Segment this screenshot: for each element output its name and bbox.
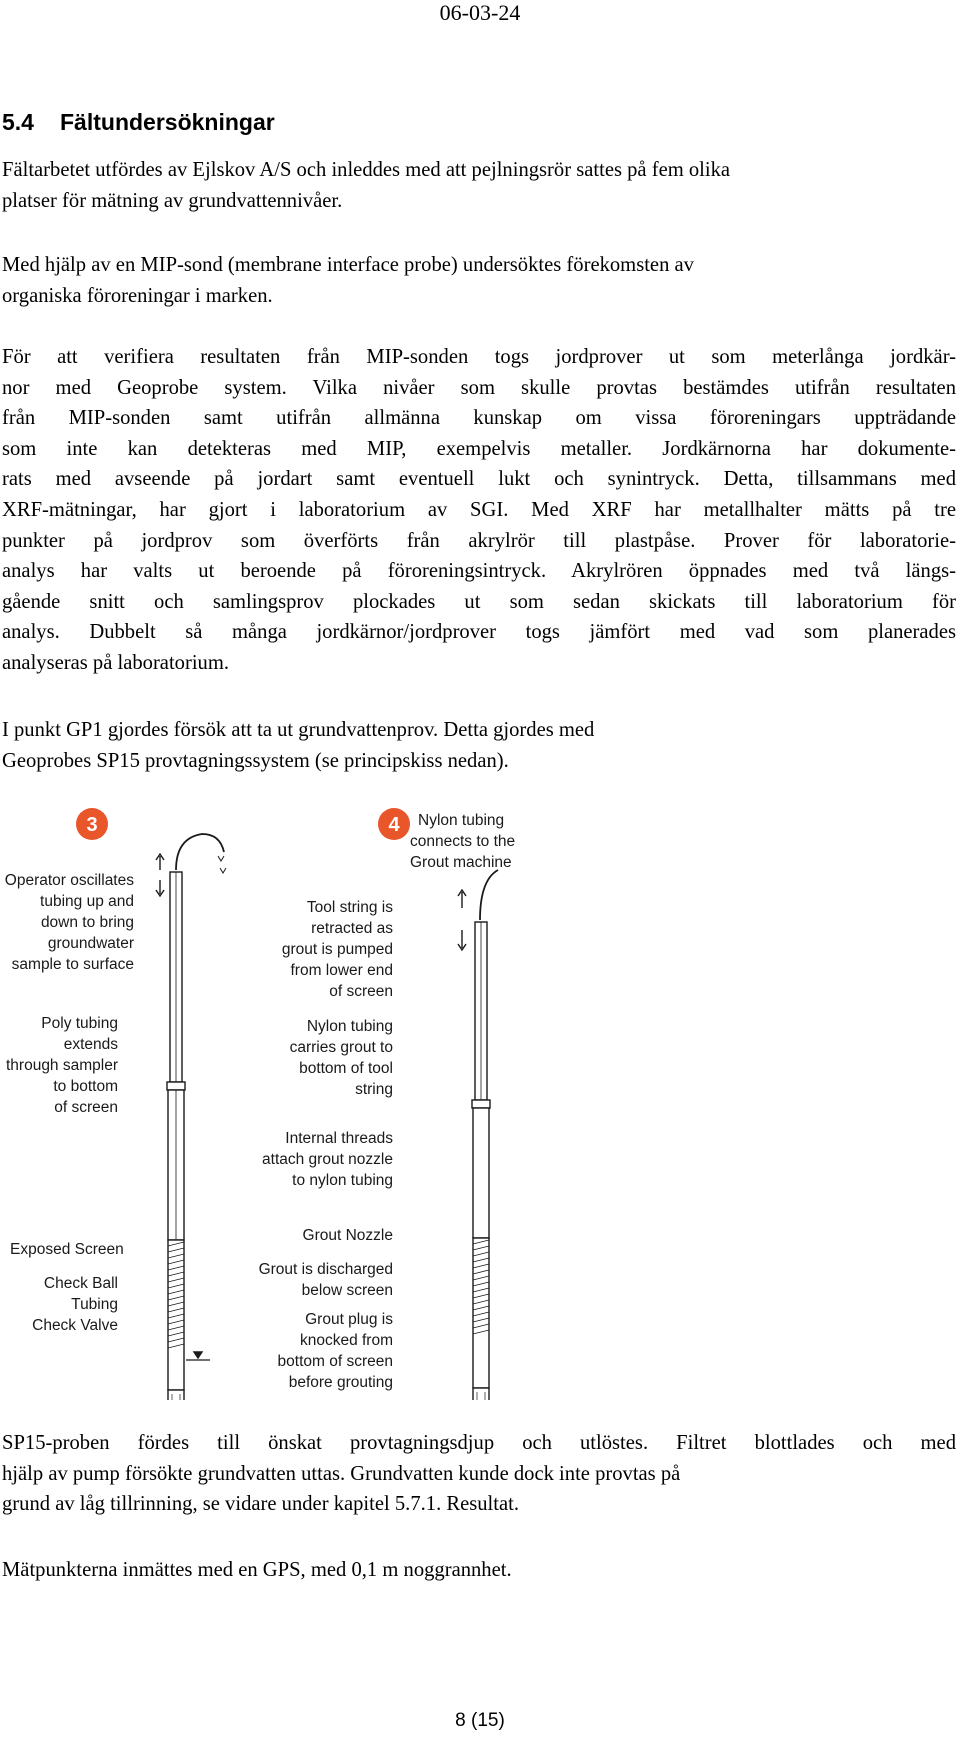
text-line: analys har valts ut beroende på föroreningsintryck. Akrylrören öppnades med två längs-: [2, 560, 956, 583]
label-nylon-carries-3: bottom of tool: [299, 1060, 393, 1077]
text-line: Med hjälp av en MIP-sond (membrane interface probe) undersöktes förekomsten av: [2, 254, 694, 276]
left-sampler-drawing: [122, 834, 226, 1400]
badge-3: [76, 808, 108, 840]
text-line: Fältarbetet utfördes av Ejlskov A/S och inleddes med att pejlningsrör sattes på fem olika: [2, 159, 731, 181]
text-line: För att verifiera resultaten från MIP-sonden togs jordprover ut som meterlånga jordkär-: [2, 346, 956, 368]
label-discharged-2: below screen: [301, 1282, 393, 1299]
page-number: 8 (15): [455, 1710, 505, 1731]
label-check-valve: Check Valve: [32, 1317, 118, 1334]
label-poly-1: Poly tubing: [41, 1015, 118, 1032]
text-line: som inte kan detekteras med MIP, exempelvis metaller. Jordkärnorna har dokumente-: [2, 437, 956, 460]
text-line: Mätpunkterna inmättes med en GPS, med 0,1 m noggrannhet.: [2, 1559, 512, 1581]
label-exposed-screen: Exposed Screen: [10, 1241, 124, 1258]
paragraph-soil-samples: [2, 342, 956, 679]
header-date: 06-03-24: [439, 0, 521, 25]
label-tubing: Tubing: [71, 1296, 118, 1313]
label-check-ball: Check Ball: [43, 1275, 118, 1292]
badge-4: [378, 808, 410, 840]
paragraph-sp15-result: [2, 1428, 956, 1520]
label-toolstring-2: retracted as: [311, 920, 393, 937]
label-toolstring-5: of screen: [329, 983, 393, 1000]
paragraph-fieldwork: [2, 155, 956, 216]
sp15-principle-sketch: [0, 800, 600, 1400]
badge-3-text: 3: [86, 814, 98, 836]
label-operator-1: Operator oscillates: [4, 872, 134, 889]
label-plug-2: knocked from: [299, 1332, 393, 1349]
text-line: XRF-mätningar, har gjort i laboratorium av SGI. Med XRF har metallhalter mätts på tre: [2, 498, 956, 521]
section-title: Fältundersökningar: [60, 109, 275, 135]
label-poly-4: to bottom: [53, 1078, 118, 1095]
label-nylon-carries-4: string: [355, 1081, 393, 1098]
label-nylon-top-2: connects to the: [410, 833, 516, 850]
section-number: 5.4: [2, 109, 34, 135]
paragraph-groundwater-attempt: [2, 715, 956, 776]
right-sampler-drawing: [450, 870, 498, 1400]
left-labels: [5, 872, 134, 1334]
label-poly-5: of screen: [54, 1099, 118, 1116]
label-plug-1: Grout plug is: [305, 1311, 393, 1328]
label-nylon-top-3: Grout machine: [410, 854, 512, 871]
label-operator-3: down to bring: [40, 914, 134, 931]
text-line: platser för mätning av grundvattennivåer.: [2, 189, 343, 212]
text-line: rats med avseende på jordart samt eventuell lukt och synintryck. Detta, tillsammans med: [2, 468, 956, 491]
text-line: nor med Geoprobe system. Vilka nivåer som skulle provtas bestämdes utifrån resultaten: [2, 376, 956, 399]
label-toolstring-3: grout is pumped: [281, 941, 393, 958]
label-operator-2: tubing up and: [40, 893, 134, 910]
label-toolstring-1: Tool string is: [306, 899, 393, 916]
text-line: organiska föroreningar i marken.: [2, 284, 273, 307]
label-plug-4: before grouting: [288, 1374, 393, 1391]
label-grout-nozzle: Grout Nozzle: [302, 1227, 393, 1244]
text-line: Geoprobes SP15 provtagningssystem (se principskiss nedan).: [2, 749, 509, 772]
text-line: grund av låg tillrinning, se vidare under kapitel 5.7.1. Resultat.: [2, 1493, 520, 1516]
label-operator-5: sample to surface: [11, 956, 134, 973]
text-line: hjälp av pump försökte grundvatten uttas. Grundvatten kunde dock inte provtas på: [2, 1462, 681, 1485]
badge-4-text: 4: [388, 814, 400, 836]
label-threads-2: attach grout nozzle: [262, 1151, 393, 1168]
label-nylon-carries-1: Nylon tubing: [306, 1018, 393, 1035]
text-line: SP15-proben fördes till önskat provtagningsdjup och utlöstes. Filtret blottlades och med: [2, 1432, 956, 1454]
label-toolstring-4: from lower end: [290, 962, 393, 979]
text-line: analyseras på laboratorium.: [2, 651, 230, 674]
label-threads-3: to nylon tubing: [292, 1172, 393, 1189]
text-line: analys. Dubbelt så många jordkärnor/jordprover togs jämfört med vad som planerades: [2, 621, 956, 644]
paragraph-gps: [2, 1555, 956, 1586]
label-nylon-carries-2: carries grout to: [289, 1039, 393, 1056]
label-plug-3: bottom of screen: [277, 1353, 393, 1370]
text-line: punkter på jordprov som överförts från akrylrör till plastpåse. Prover för laboratorie-: [2, 529, 956, 552]
text-line: gående snitt och samlingsprov plockades ut som sedan skickats till laboratorium för: [2, 590, 956, 613]
label-poly-2: extends: [63, 1036, 118, 1053]
text-line: I punkt GP1 gjordes försök att ta ut grundvattenprov. Detta gjordes med: [2, 719, 595, 741]
label-operator-4: groundwater: [47, 935, 134, 952]
label-discharged-1: Grout is discharged: [258, 1261, 393, 1278]
label-nylon-top-1: Nylon tubing: [418, 812, 505, 829]
label-poly-3: through sampler: [5, 1057, 118, 1074]
paragraph-mip-probe: [2, 250, 956, 311]
text-line: från MIP-sonden samt utifrån allmänna kunskap om vissa föroreningars uppträdande: [2, 407, 956, 430]
section-heading: [2, 108, 275, 136]
label-threads-1: Internal threads: [285, 1130, 393, 1147]
